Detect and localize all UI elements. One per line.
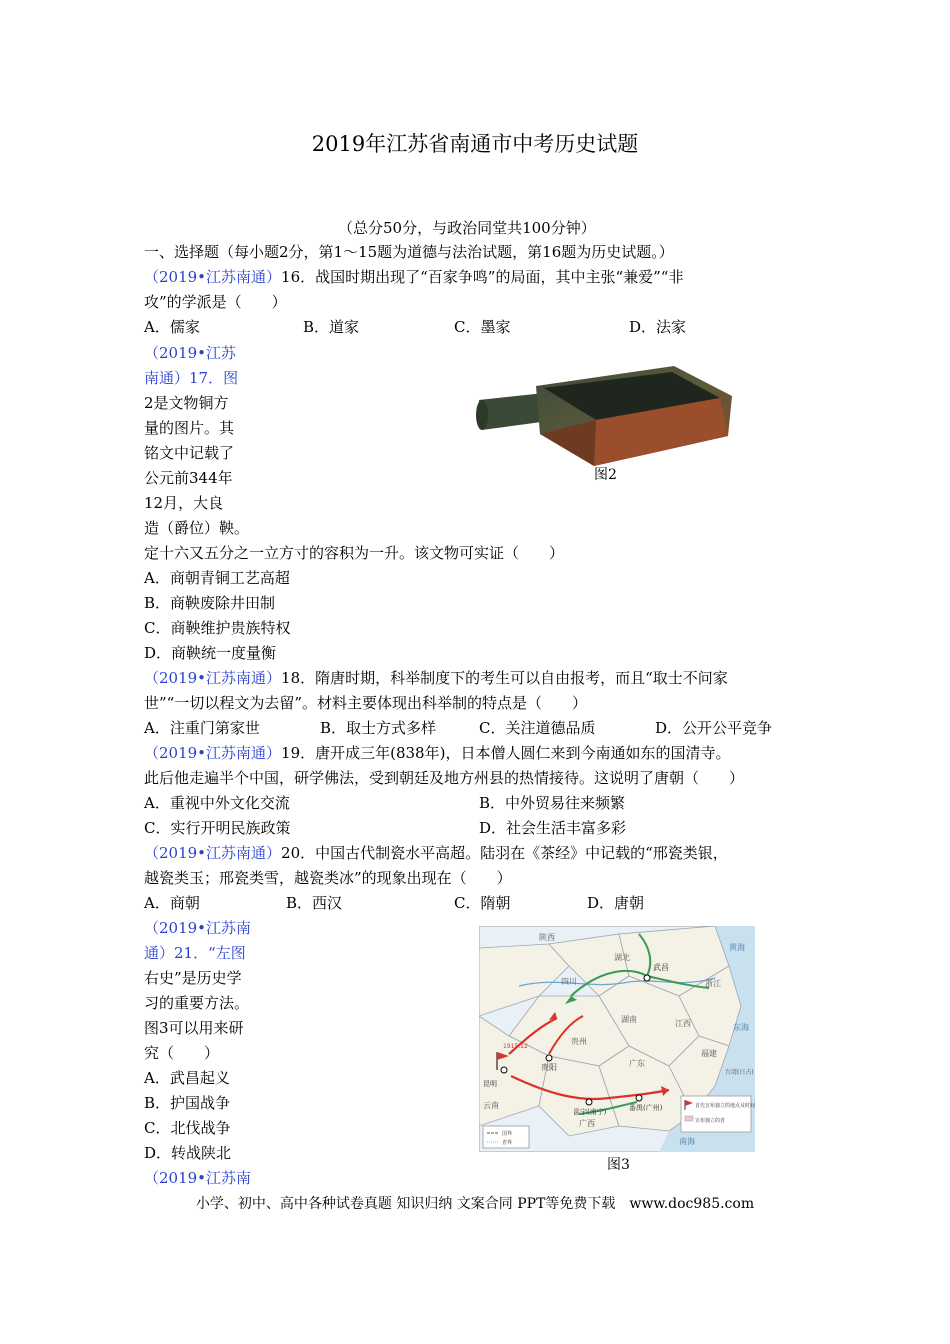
q19-option-a: A．重视中外文化交流 — [144, 794, 290, 812]
q20-option-d: D．唐朝 — [587, 894, 645, 912]
q19-option-c: C．实行开明民族政策 — [144, 819, 291, 837]
q17-side-line: 铭文中记载了 — [144, 444, 235, 462]
q16-option-c: C．墨家 — [454, 318, 511, 336]
map-legend — [681, 1096, 751, 1132]
page-footer: 小学、初中、高中各种试卷真题 知识归纳 文案合同 PPT等免费下载 www.doc985.com — [195, 1196, 755, 1212]
q16-option-d: D．法家 — [629, 318, 687, 336]
q21-option-d: D．转战陕北 — [144, 1144, 232, 1162]
source-tag: （2019•江苏南通） — [144, 268, 282, 286]
map-label: 黄海 — [729, 943, 745, 952]
page-title: 2019年江苏省南通市中考历史试题 — [311, 132, 639, 156]
figure-3-caption: 图3 — [607, 1157, 630, 1173]
map-label: 东海 — [733, 1023, 749, 1032]
map-label: 湖北 — [614, 953, 630, 962]
map-label: 广东 — [629, 1059, 645, 1068]
legend-label: 宣布独立的省 — [695, 1118, 726, 1124]
section-heading: 一、选择题（每小题2分，第1～15题为道德与法治试题，第16题为历史试题。） — [144, 243, 674, 261]
exam-subtitle: （总分50分，与政治同堂共100分钟） — [338, 219, 596, 237]
q16-option-a: A．儒家 — [144, 318, 200, 336]
map-label: 贵阳 — [541, 1063, 557, 1072]
q17-side-line: 造（爵位）鞅。 — [144, 519, 250, 537]
map-label: 云南 — [483, 1101, 499, 1110]
q19-line2: 此后他走遍半个中国，研学佛法，受到朝廷及地方州县的热情接待。这说明了唐朝（ ） — [144, 769, 745, 787]
q19-option-d: D．社会生活丰富多彩 — [479, 819, 627, 837]
q21-side-line: （2019•江苏南 — [144, 919, 252, 937]
map-label: 四川 — [561, 977, 577, 986]
q21-side-line: 习的重要方法。 — [144, 994, 250, 1012]
q17-option-d: D．商鞅统一度量衡 — [144, 644, 277, 662]
q17-side-line: 量的图片。其 — [144, 419, 235, 437]
q16-option-b: B．道家 — [303, 318, 360, 336]
q20-option-b: B．西汉 — [286, 894, 343, 912]
q17-side-line: 公元前344年 — [144, 469, 233, 487]
q18-line2: 世”“一切以程文为去留”。材料主要体现出科举制的特点是（ ） — [144, 694, 588, 712]
q20-option-a: A．商朝 — [144, 894, 200, 912]
q17-side-line: 南通）17．图 — [144, 369, 239, 387]
map-label: 昆明 — [483, 1080, 497, 1088]
map-label: 福建 — [701, 1049, 717, 1058]
q21-side-line: 通）21．“左图 — [144, 944, 246, 962]
q18-line1: （2019•江苏南通）18．隋唐时期，科举制度下的考生可以自由报考，而且“取士不问家 — [144, 669, 728, 687]
map-label: 江西 — [675, 1019, 691, 1028]
map-label: 湖南 — [621, 1015, 637, 1024]
q22-start: （2019•江苏南 — [144, 1169, 252, 1187]
q21-side-line: 究（ ） — [144, 1044, 220, 1062]
q21-side-line: 图3可以用来研 — [144, 1019, 244, 1037]
q18-option-c: C．关注道德品质 — [479, 719, 596, 737]
q19-line1: （2019•江苏南通）19．唐开成三年(838年)，日本僧人圆仁来到今南通如东的国清寺。 — [144, 744, 731, 762]
map-label: 陕西 — [539, 933, 555, 942]
map-label: 台湾(日占) — [725, 1069, 754, 1076]
q17-option-c: C．商鞅维护贵族特权 — [144, 619, 291, 637]
map-label: 邕宁(南宁) — [573, 1108, 607, 1116]
q16-line1: （2019•江苏南通）16．战国时期出现了“百家争鸣”的局面，其中主张“兼爱”“非 — [144, 268, 684, 286]
legend-label: 首先宣布独立的地点及时间 — [695, 1103, 755, 1109]
q18-option-d: D．公开公平竞争 — [655, 719, 773, 737]
bronze-measure-image — [474, 362, 736, 472]
map-label: 武昌 — [653, 963, 669, 972]
protect-nation-war-map — [479, 926, 755, 1152]
legend-label: 国界 — [502, 1131, 513, 1137]
q20-line1: （2019•江苏南通）20．中国古代制瓷水平高超。陆羽在《茶经》中记载的“邢瓷类银， — [144, 844, 728, 862]
q20-line2: 越瓷类玉；邢瓷类雪，越瓷类冰”的现象出现在（ ） — [144, 869, 512, 887]
figure-2-caption: 图2 — [594, 467, 617, 483]
q17-option-b: B．商鞅废除井田制 — [144, 594, 276, 612]
map-label: 番禺(广州) — [629, 1104, 663, 1112]
q18-option-b: B．取士方式多样 — [320, 719, 437, 737]
q21-option-c: C．北伐战争 — [144, 1119, 231, 1137]
map-label: 广西 — [579, 1119, 595, 1128]
q21-option-b: B．护国战争 — [144, 1094, 231, 1112]
q18-option-a: A．注重门第家世 — [144, 719, 260, 737]
map-label: 南海 — [679, 1137, 695, 1146]
q21-option-a: A．武昌起义 — [144, 1069, 230, 1087]
map-label: 1915.12 — [503, 1043, 528, 1050]
q17-line-full: 定十六又五分之一立方寸的容积为一升。该文物可实证（ ） — [144, 544, 565, 562]
map-label: 贵州 — [571, 1037, 587, 1046]
q17-side-line: 12月，大良 — [144, 494, 224, 512]
q19-option-b: B．中外贸易往来频繁 — [479, 794, 626, 812]
q17-side-line: 2是文物铜方 — [144, 394, 229, 412]
q17-side-line: （2019•江苏 — [144, 344, 237, 362]
q17-option-a: A．商朝青铜工艺高超 — [144, 569, 290, 587]
q21-side-line: 右史”是历史学 — [144, 969, 242, 987]
q16-line2: 攻”的学派是（ ） — [144, 293, 287, 311]
map-label: 浙江 — [705, 979, 721, 988]
q20-option-c: C．隋朝 — [454, 894, 511, 912]
legend-label: 省界 — [502, 1140, 513, 1146]
